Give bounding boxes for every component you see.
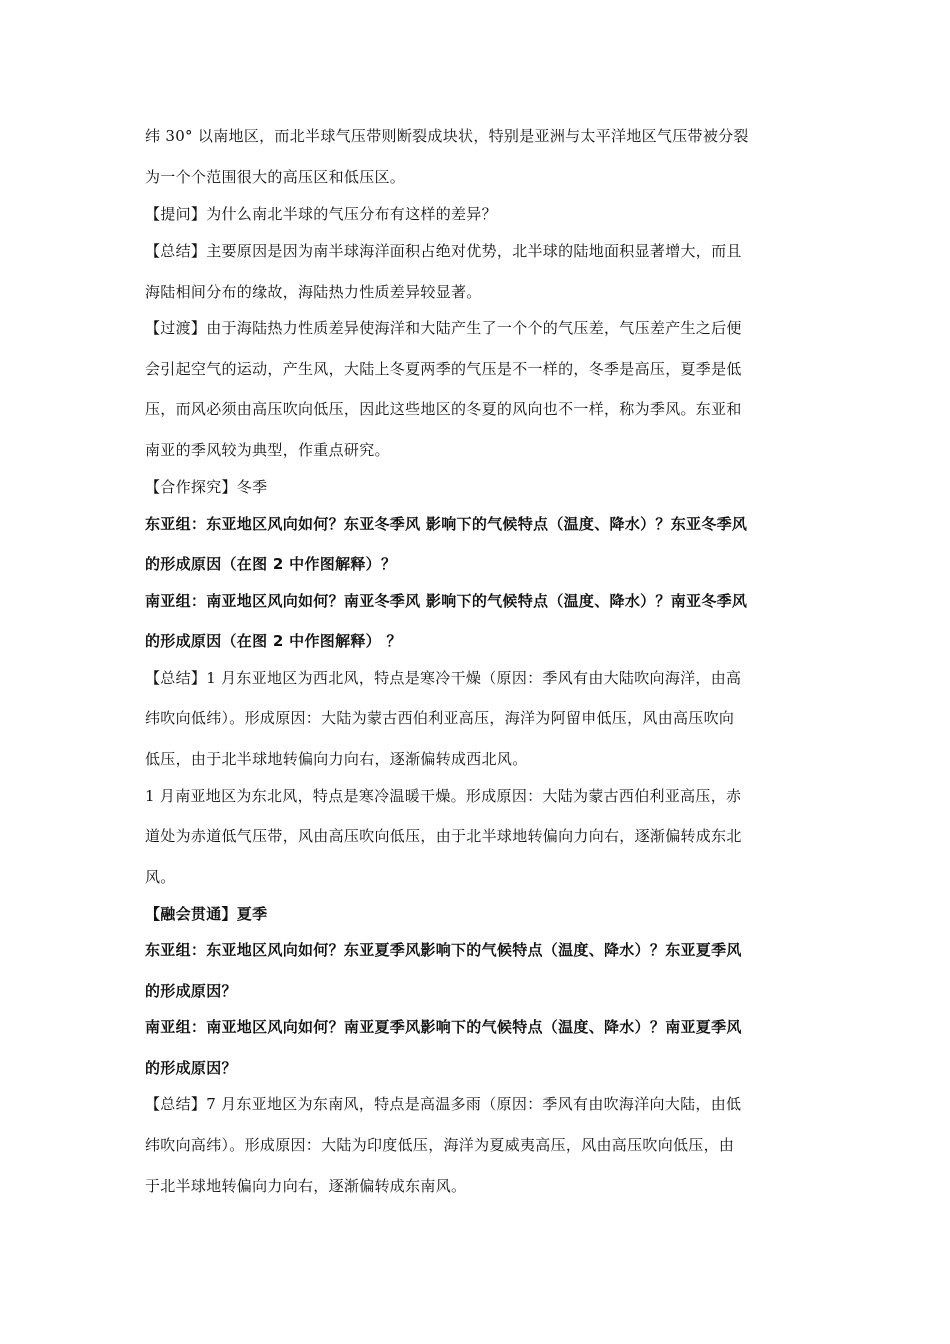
text-line: 【总结】主要原因是因为南半球海洋面积占绝对优势，北半球的陆地面积显著增大，而且 xyxy=(145,242,742,260)
text-line: 低压，由于北半球地转偏向力向右，逐渐偏转成西北风。 xyxy=(145,750,528,768)
question-line: 南亚组：南亚地区风向如何？南亚冬季风 影响下的气候特点（温度、降水）？南亚冬季风 xyxy=(145,592,748,610)
text-line: 南亚的季风较为典型，作重点研究。 xyxy=(145,441,390,459)
text-line: 会引起空气的运动，产生风，大陆上冬夏两季的气压是不一样的，冬季是高压，夏季是低 xyxy=(145,360,742,378)
question-line: 的形成原因（在图 2 中作图解释）？ xyxy=(145,555,397,573)
text-line: 于北半球地转偏向力向右，逐渐偏转成东南风。 xyxy=(145,1177,467,1195)
text-line: 纬吹向低纬）。形成原因：大陆为蒙古西伯利亚高压，海洋为阿留申低压，风由高压吹向 xyxy=(145,709,735,727)
question-line: 南亚组：南亚地区风向如何？南亚夏季风影响下的气候特点（温度、降水）？南亚夏季风 xyxy=(145,1018,742,1036)
text-line: 为一个个范围很大的高压区和低压区。 xyxy=(145,168,406,186)
section-heading: 【合作探究】冬季 xyxy=(145,478,268,496)
question-line: 东亚组：东亚地区风向如何？东亚夏季风影响下的气候特点（温度、降水）？东亚夏季风 xyxy=(145,941,742,959)
text-line: 压，而风必须由高压吹向低压，因此这些地区的冬夏的风向也不一样，称为季风。东亚和 xyxy=(145,400,742,418)
text-line: 海陆相间分布的缘故，海陆热力性质差异较显著。 xyxy=(145,283,482,301)
text-line: 【总结】7 月东亚地区为东南风，特点是高温多雨（原因：季风有由吹海洋向大陆，由低 xyxy=(145,1095,742,1113)
text-line: 【过渡】由于海陆热力性质差异使海洋和大陆产生了一个个的气压差，气压差产生之后便 xyxy=(145,319,742,337)
question-line: 的形成原因？ xyxy=(145,982,237,1000)
section-heading: 【融会贯通】夏季 xyxy=(145,905,268,923)
question-line: 东亚组：东亚地区风向如何？东亚冬季风 影响下的气候特点（温度、降水）？东亚冬季风 xyxy=(145,515,748,533)
question-line: 的形成原因？ xyxy=(145,1059,237,1077)
text-line: 纬 30° 以南地区，而北半球气压带则断裂成块状，特别是亚洲与太平洋地区气压带被分裂 xyxy=(145,127,749,145)
text-line: 道处为赤道低气压带，风由高压吹向低压，由于北半球地转偏向力向右，逐渐偏转成东北 xyxy=(145,827,742,845)
question-line: 的形成原因（在图 2 中作图解释） ？ xyxy=(145,632,402,650)
text-line: 风。 xyxy=(145,868,176,886)
text-line: 纬吹向高纬）。形成原因：大陆为印度低压，海洋为夏威夷高压，风由高压吹向低压，由 xyxy=(145,1136,735,1154)
text-line: 【总结】1 月东亚地区为西北风，特点是寒冷干燥（原因：季风有由大陆吹向海洋，由高 xyxy=(145,669,742,687)
text-line: 【提问】为什么南北半球的气压分布有这样的差异？ xyxy=(145,205,497,223)
text-line: 1 月南亚地区为东北风，特点是寒冷温暖干燥。形成原因：大陆为蒙古西伯利亚高压，赤 xyxy=(145,787,742,805)
